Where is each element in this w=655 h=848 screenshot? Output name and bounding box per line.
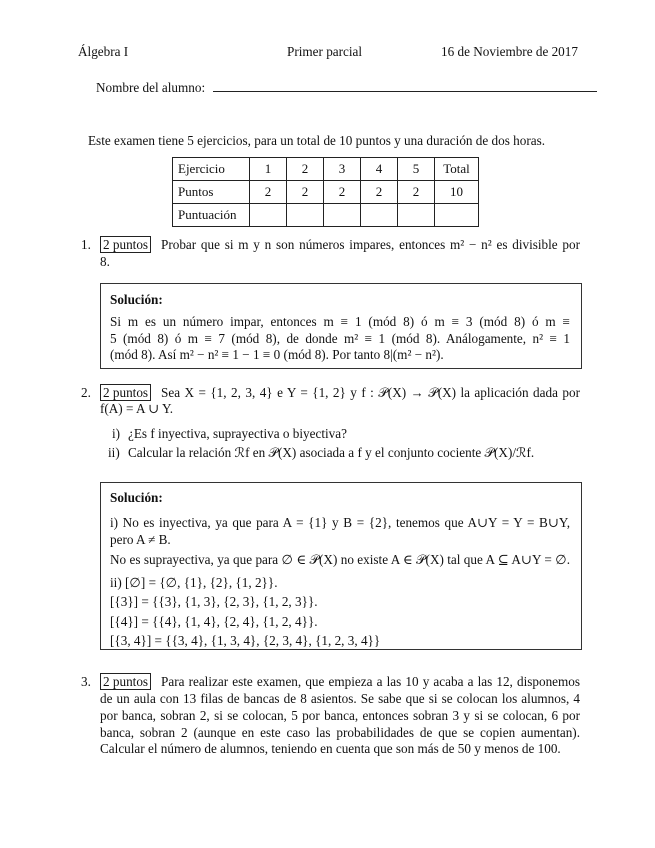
subquestion-label: i) [112, 426, 121, 441]
question-number: 3. [81, 674, 91, 689]
score-cell[interactable] [250, 204, 287, 227]
solution-title: Solución: [110, 490, 163, 505]
solution-title: Solución: [110, 292, 163, 307]
solution-line: [{4}] = {{4}, {1, 4}, {2, 4}, {1, 2, 4}}. [110, 614, 318, 629]
table-cell: 2 [361, 181, 398, 204]
intro-text: Este examen tiene 5 ejercicios, para un total de 10 puntos y una duración de dos horas. [88, 133, 546, 148]
table-cell: 3 [324, 158, 361, 181]
question-text: Para realizar este examen, que empieza a las 10 y acaba a las 12, disponemos [161, 674, 580, 689]
subquestion-label: ii) [108, 445, 120, 460]
score-cell[interactable] [361, 204, 398, 227]
score-cell[interactable] [324, 204, 361, 227]
subquestion-text: ¿Es f inyectiva, suprayectiva o biyectiva? [128, 426, 347, 441]
score-cell[interactable] [287, 204, 324, 227]
question-text: Calcular el número de alumnos, teniendo en cuenta que son más de 50 y menos de 100. [100, 741, 561, 756]
solution-line: (mód 8). Así m² − n² ≡ 1 − 1 ≡ 0 (mód 8). Por tanto 8|(m² − n²). [110, 347, 444, 362]
table-cell: Total [435, 158, 479, 181]
question-number: 2. [81, 385, 91, 400]
table-cell: 1 [250, 158, 287, 181]
table-row [173, 204, 479, 227]
student-name-field[interactable] [213, 91, 597, 92]
solution-line: pero A ≠ B. [110, 532, 171, 547]
solution-line: 5 (mód 8) ó m ≡ 7 (mód 8), de donde m² ≡ 1 (mód 8). Análogamente, n² ≡ 1 [110, 331, 570, 346]
table-cell: 10 [435, 181, 479, 204]
score-cell[interactable] [435, 204, 479, 227]
table-cell: 2 [287, 181, 324, 204]
exam-title: Primer parcial [287, 44, 363, 59]
question-text: 8. [100, 254, 110, 269]
solution-line: ii) [∅] = {∅, {1}, {2}, {1, 2}}. [110, 575, 278, 590]
grade-table [172, 157, 479, 227]
question-text: Sea X = {1, 2, 3, 4} e Y = {1, 2} y f : 𝒫(X) → 𝒫(X) la aplicación dada por [161, 385, 580, 400]
table-cell: 4 [361, 158, 398, 181]
question-text: f(A) = A ∪ Y. [100, 401, 174, 416]
course-name: Álgebra I [78, 44, 129, 59]
table-cell: Ejercicio [173, 158, 250, 181]
student-name-label: Nombre del alumno: [96, 80, 206, 95]
solution-line: Si m es un número impar, entonces m ≡ 1 (mód 8) ó m ≡ 3 (mód 8) ó m ≡ [110, 314, 570, 329]
table-cell: 2 [324, 181, 361, 204]
solution-line: No es suprayectiva, ya que para ∅ ∈ 𝒫(X) no existe A ∈ 𝒫(X) tal que A ⊆ A∪Y = ∅. [110, 552, 570, 567]
table-row [173, 181, 479, 204]
question-text: banca, sobran 2 (aunque en este caso las probabilidades de que se copien aumentan). [100, 725, 580, 740]
solution-line: [{3, 4}] = {{3, 4}, {1, 3, 4}, {2, 3, 4}, {1, 2, 3, 4}} [110, 633, 381, 648]
exam-date: 16 de Noviembre de 2017 [441, 44, 578, 59]
table-cell: 2 [250, 181, 287, 204]
question-text: Probar que si m y n son números impares, entonces m² − n² es divisible por [161, 237, 580, 252]
table-cell: Puntos [173, 181, 250, 204]
points-badge: 2 puntos [100, 384, 151, 401]
score-cell[interactable] [398, 204, 435, 227]
question-text: por banca, sobran 2, si se colocan, 5 por banca, entonces sobran 3 y si se colocan, 6 por [100, 708, 580, 723]
solution-line: [{3}] = {{3}, {1, 3}, {2, 3}, {1, 2, 3}}. [110, 594, 318, 609]
points-badge: 2 puntos [100, 673, 151, 690]
table-cell: 5 [398, 158, 435, 181]
table-cell: 2 [287, 158, 324, 181]
table-cell: 2 [398, 181, 435, 204]
table-cell: Puntuación [173, 204, 250, 227]
solution-line: i) No es inyectiva, ya que para A = {1} y B = {2}, tenemos que A∪Y = Y = B∪Y, [110, 515, 570, 530]
table-row [173, 158, 479, 181]
question-number: 1. [81, 237, 91, 252]
points-badge: 2 puntos [100, 236, 151, 253]
subquestion-text: Calcular la relación ℛf en 𝒫(X) asociada a f y el conjunto cociente 𝒫(X)/ℛf. [128, 445, 535, 460]
question-text: de un aula con 13 filas de bancas de 8 asientos. Se sabe que si se colocan los alumnos, 4 [100, 691, 580, 706]
